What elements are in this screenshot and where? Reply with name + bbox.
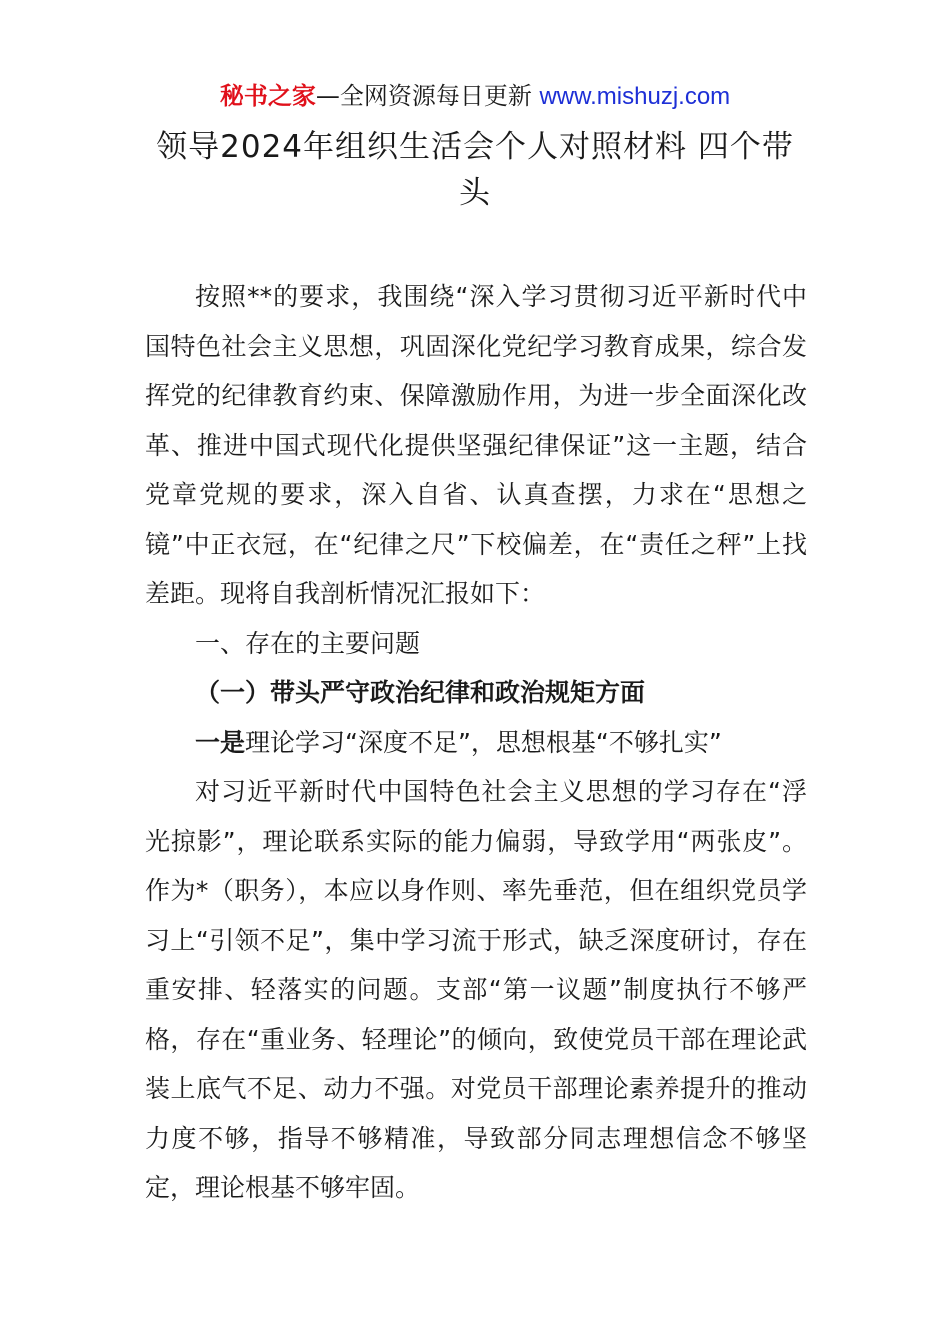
document-body [145, 272, 807, 1213]
intro-paragraph: 按照**的要求，我围绕“深入学习贯彻习近平新时代中国特色社会主义思想，巩固深化党纪学习教育成果，综合发挥党的纪律教育约束、保障激励作用，为进一步全面深化改革、推进中国式现代化提供坚强纪律保证”这一主题，结合党章党规的要求，深入自省、认真查摆，力求在“思想之镜”中正衣冠，在“纪律之尺”下校偏差，在“责任之秤”上找差距。现将自我剖析情况汇报如下： [145, 282, 807, 608]
document-title: 领导2024年组织生活会个人对照材料 四个带头 [156, 129, 794, 211]
section-heading: 一、存在的主要问题 [195, 628, 421, 658]
point-lead: 一是 [195, 727, 246, 757]
watermark-header [0, 78, 950, 115]
point-body-paragraph: 对习近平新时代中国特色社会主义思想的学习存在“浮光掠影”，理论联系实际的能力偏弱，导致学用“两张皮”。作为*（职务），本应以身作则、率先垂范，但在组织党员学习上“引领不足”，集中学习流于形式，缺乏深度研讨，存在重安排、轻落实的问题。支部“第一议题”制度执行不够严格，存在“重业务、轻理论”的倾向，致使党员干部在理论武装上底气不足、动力不强。对党员干部理论素养提升的推动力度不够，指导不够精准，导致部分同志理想信念不够坚定，理论根基不够牢固。 [145, 777, 807, 1202]
point-title: 理论学习“深度不足”，思想根基“不够扎实” [245, 727, 722, 757]
brand-tagline: —全网资源每日更新 [315, 82, 540, 110]
point-heading [145, 718, 807, 768]
site-url-link[interactable]: www.mishuzj.com [539, 83, 731, 110]
brand-name: 秘书之家 [219, 82, 316, 110]
subsection-heading: （一）带头严守政治纪律和政治规矩方面 [195, 678, 646, 707]
